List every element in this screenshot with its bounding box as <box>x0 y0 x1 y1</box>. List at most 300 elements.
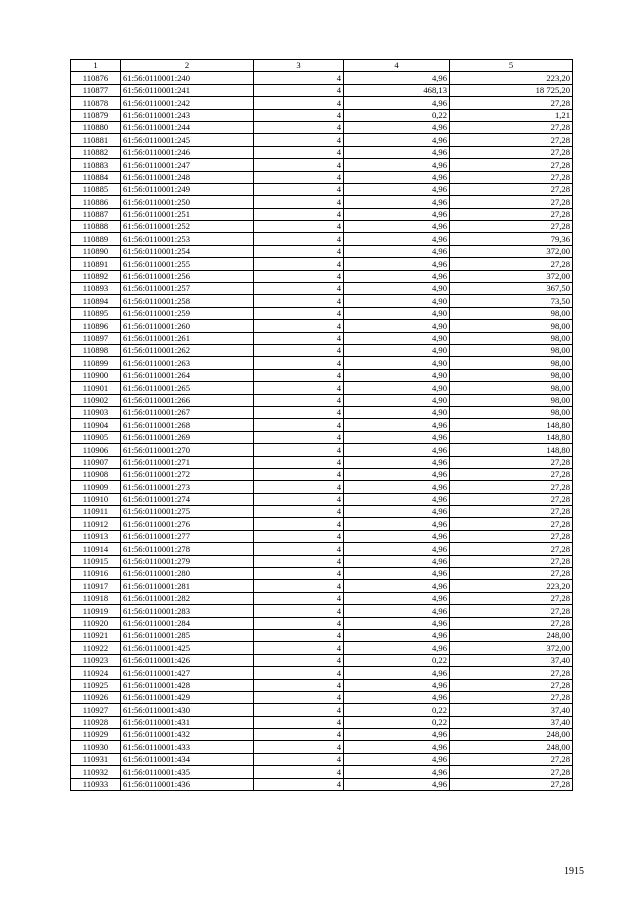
value-cell-5: 27,28 <box>450 555 573 567</box>
table-row <box>71 369 573 381</box>
cadastral-number-cell: 61:56:0110001:282 <box>121 592 254 604</box>
value-cell-4: 4,96 <box>344 270 450 282</box>
row-number-cell: 110886 <box>71 196 121 208</box>
row-number-cell: 110932 <box>71 766 121 778</box>
value-cell-5: 248,00 <box>450 741 573 753</box>
cadastral-number-cell: 61:56:0110001:264 <box>121 369 254 381</box>
cadastral-number-cell: 61:56:0110001:255 <box>121 258 254 270</box>
value-cell-5: 27,28 <box>450 456 573 468</box>
value-cell-4: 4,90 <box>344 332 450 344</box>
value-cell-5: 27,28 <box>450 481 573 493</box>
row-number-cell: 110893 <box>71 283 121 295</box>
value-cell-3: 4 <box>254 530 344 542</box>
value-cell-5: 27,28 <box>450 543 573 555</box>
value-cell-5: 27,28 <box>450 134 573 146</box>
row-number-cell: 110892 <box>71 270 121 282</box>
table-row <box>71 667 573 679</box>
page-number: 1915 <box>564 866 584 877</box>
table-row <box>71 183 573 195</box>
value-cell-4: 468,13 <box>344 84 450 96</box>
value-cell-4: 4,96 <box>344 481 450 493</box>
value-cell-3: 4 <box>254 307 344 319</box>
column-header-5: 5 <box>450 60 573 72</box>
value-cell-4: 4,96 <box>344 196 450 208</box>
value-cell-5: 37,40 <box>450 654 573 666</box>
value-cell-5: 27,28 <box>450 667 573 679</box>
value-cell-3: 4 <box>254 444 344 456</box>
value-cell-4: 4,90 <box>344 357 450 369</box>
table-row <box>71 357 573 369</box>
value-cell-5: 98,00 <box>450 369 573 381</box>
value-cell-5: 27,28 <box>450 183 573 195</box>
row-number-cell: 110927 <box>71 704 121 716</box>
value-cell-5: 98,00 <box>450 332 573 344</box>
row-number-cell: 110923 <box>71 654 121 666</box>
table-header-row <box>71 60 573 72</box>
value-cell-3: 4 <box>254 654 344 666</box>
value-cell-5: 27,28 <box>450 493 573 505</box>
value-cell-4: 0,22 <box>344 654 450 666</box>
value-cell-3: 4 <box>254 394 344 406</box>
table-row <box>71 97 573 109</box>
cadastral-number-cell: 61:56:0110001:246 <box>121 146 254 158</box>
value-cell-4: 4,96 <box>344 146 450 158</box>
value-cell-4: 4,90 <box>344 369 450 381</box>
cadastral-number-cell: 61:56:0110001:250 <box>121 196 254 208</box>
value-cell-5: 27,28 <box>450 679 573 691</box>
table-row <box>71 146 573 158</box>
value-cell-5: 27,28 <box>450 258 573 270</box>
value-cell-5: 372,00 <box>450 270 573 282</box>
row-number-cell: 110889 <box>71 233 121 245</box>
row-number-cell: 110909 <box>71 481 121 493</box>
cadastral-number-cell: 61:56:0110001:268 <box>121 419 254 431</box>
value-cell-4: 4,90 <box>344 295 450 307</box>
table-row <box>71 121 573 133</box>
value-cell-5: 27,28 <box>450 97 573 109</box>
cadastral-number-cell: 61:56:0110001:434 <box>121 753 254 765</box>
table-row <box>71 196 573 208</box>
cadastral-number-cell: 61:56:0110001:248 <box>121 171 254 183</box>
value-cell-4: 4,96 <box>344 72 450 84</box>
table-row <box>71 642 573 654</box>
value-cell-4: 4,96 <box>344 233 450 245</box>
value-cell-5: 148,80 <box>450 419 573 431</box>
value-cell-4: 4,96 <box>344 506 450 518</box>
value-cell-5: 27,28 <box>450 691 573 703</box>
cadastral-number-cell: 61:56:0110001:263 <box>121 357 254 369</box>
value-cell-3: 4 <box>254 245 344 257</box>
cadastral-number-cell: 61:56:0110001:425 <box>121 642 254 654</box>
value-cell-3: 4 <box>254 679 344 691</box>
row-number-cell: 110881 <box>71 134 121 146</box>
value-cell-4: 4,96 <box>344 221 450 233</box>
value-cell-5: 27,28 <box>450 208 573 220</box>
cadastral-number-cell: 61:56:0110001:272 <box>121 468 254 480</box>
value-cell-5: 37,40 <box>450 704 573 716</box>
table-row <box>71 629 573 641</box>
cadastral-number-cell: 61:56:0110001:249 <box>121 183 254 195</box>
row-number-cell: 110922 <box>71 642 121 654</box>
value-cell-4: 4,96 <box>344 778 450 790</box>
value-cell-3: 4 <box>254 580 344 592</box>
row-number-cell: 110920 <box>71 617 121 629</box>
table-row <box>71 617 573 629</box>
value-cell-4: 4,96 <box>344 753 450 765</box>
value-cell-5: 98,00 <box>450 357 573 369</box>
value-cell-3: 4 <box>254 543 344 555</box>
cadastral-number-cell: 61:56:0110001:252 <box>121 221 254 233</box>
cadastral-number-cell: 61:56:0110001:273 <box>121 481 254 493</box>
value-cell-4: 4,96 <box>344 456 450 468</box>
value-cell-4: 4,96 <box>344 468 450 480</box>
cadastral-number-cell: 61:56:0110001:431 <box>121 716 254 728</box>
table-row <box>71 171 573 183</box>
table-row <box>71 468 573 480</box>
value-cell-4: 4,96 <box>344 605 450 617</box>
row-number-cell: 110880 <box>71 121 121 133</box>
value-cell-5: 223,20 <box>450 580 573 592</box>
column-header-1: 1 <box>71 60 121 72</box>
table-row <box>71 134 573 146</box>
cadastral-number-cell: 61:56:0110001:436 <box>121 778 254 790</box>
row-number-cell: 110924 <box>71 667 121 679</box>
cadastral-number-cell: 61:56:0110001:274 <box>121 493 254 505</box>
value-cell-3: 4 <box>254 84 344 96</box>
table-row <box>71 481 573 493</box>
value-cell-4: 4,96 <box>344 679 450 691</box>
value-cell-3: 4 <box>254 357 344 369</box>
value-cell-3: 4 <box>254 506 344 518</box>
table-row <box>71 568 573 580</box>
value-cell-5: 27,28 <box>450 766 573 778</box>
table-row <box>71 691 573 703</box>
cadastral-number-cell: 61:56:0110001:240 <box>121 72 254 84</box>
row-number-cell: 110884 <box>71 171 121 183</box>
value-cell-5: 27,28 <box>450 605 573 617</box>
row-number-cell: 110876 <box>71 72 121 84</box>
cadastral-number-cell: 61:56:0110001:284 <box>121 617 254 629</box>
value-cell-4: 4,96 <box>344 245 450 257</box>
value-cell-3: 4 <box>254 258 344 270</box>
cadastral-number-cell: 61:56:0110001:258 <box>121 295 254 307</box>
value-cell-5: 98,00 <box>450 344 573 356</box>
row-number-cell: 110911 <box>71 506 121 518</box>
value-cell-5: 27,28 <box>450 617 573 629</box>
value-cell-3: 4 <box>254 283 344 295</box>
table-row <box>71 580 573 592</box>
value-cell-5: 37,40 <box>450 716 573 728</box>
value-cell-3: 4 <box>254 295 344 307</box>
value-cell-3: 4 <box>254 382 344 394</box>
value-cell-5: 27,28 <box>450 506 573 518</box>
value-cell-5: 27,28 <box>450 518 573 530</box>
cadastral-number-cell: 61:56:0110001:267 <box>121 406 254 418</box>
row-number-cell: 110919 <box>71 605 121 617</box>
cadastral-number-cell: 61:56:0110001:428 <box>121 679 254 691</box>
row-number-cell: 110917 <box>71 580 121 592</box>
value-cell-5: 98,00 <box>450 382 573 394</box>
value-cell-3: 4 <box>254 431 344 443</box>
row-number-cell: 110902 <box>71 394 121 406</box>
cadastral-number-cell: 61:56:0110001:259 <box>121 307 254 319</box>
table-row <box>71 530 573 542</box>
value-cell-4: 4,96 <box>344 729 450 741</box>
cadastral-number-cell: 61:56:0110001:256 <box>121 270 254 282</box>
row-number-cell: 110896 <box>71 320 121 332</box>
table-row <box>71 233 573 245</box>
row-number-cell: 110891 <box>71 258 121 270</box>
row-number-cell: 110905 <box>71 431 121 443</box>
table-row <box>71 555 573 567</box>
value-cell-5: 79,36 <box>450 233 573 245</box>
value-cell-3: 4 <box>254 629 344 641</box>
cadastral-number-cell: 61:56:0110001:245 <box>121 134 254 146</box>
row-number-cell: 110904 <box>71 419 121 431</box>
cadastral-number-cell: 61:56:0110001:269 <box>121 431 254 443</box>
cadastral-number-cell: 61:56:0110001:241 <box>121 84 254 96</box>
row-number-cell: 110897 <box>71 332 121 344</box>
value-cell-5: 148,80 <box>450 444 573 456</box>
value-cell-4: 4,96 <box>344 530 450 542</box>
value-cell-4: 4,96 <box>344 171 450 183</box>
value-cell-3: 4 <box>254 97 344 109</box>
table-row <box>71 592 573 604</box>
value-cell-5: 223,20 <box>450 72 573 84</box>
table-row <box>71 766 573 778</box>
value-cell-4: 4,96 <box>344 766 450 778</box>
data-table <box>70 59 573 791</box>
value-cell-4: 4,96 <box>344 667 450 679</box>
value-cell-3: 4 <box>254 518 344 530</box>
value-cell-4: 4,96 <box>344 208 450 220</box>
table-row <box>71 679 573 691</box>
value-cell-5: 27,28 <box>450 146 573 158</box>
table-row <box>71 245 573 257</box>
value-cell-3: 4 <box>254 555 344 567</box>
table-row <box>71 332 573 344</box>
cadastral-number-cell: 61:56:0110001:283 <box>121 605 254 617</box>
row-number-cell: 110898 <box>71 344 121 356</box>
cadastral-number-cell: 61:56:0110001:432 <box>121 729 254 741</box>
value-cell-5: 367,50 <box>450 283 573 295</box>
value-cell-3: 4 <box>254 778 344 790</box>
value-cell-3: 4 <box>254 233 344 245</box>
table-row <box>71 84 573 96</box>
row-number-cell: 110908 <box>71 468 121 480</box>
value-cell-3: 4 <box>254 134 344 146</box>
cadastral-number-cell: 61:56:0110001:427 <box>121 667 254 679</box>
value-cell-4: 4,96 <box>344 617 450 629</box>
value-cell-3: 4 <box>254 208 344 220</box>
table-row <box>71 431 573 443</box>
row-number-cell: 110907 <box>71 456 121 468</box>
cadastral-number-cell: 61:56:0110001:243 <box>121 109 254 121</box>
row-number-cell: 110929 <box>71 729 121 741</box>
row-number-cell: 110921 <box>71 629 121 641</box>
cadastral-number-cell: 61:56:0110001:285 <box>121 629 254 641</box>
value-cell-3: 4 <box>254 196 344 208</box>
row-number-cell: 110918 <box>71 592 121 604</box>
value-cell-4: 4,96 <box>344 444 450 456</box>
value-cell-4: 4,96 <box>344 134 450 146</box>
cadastral-number-cell: 61:56:0110001:257 <box>121 283 254 295</box>
value-cell-3: 4 <box>254 270 344 282</box>
cadastral-number-cell: 61:56:0110001:279 <box>121 555 254 567</box>
value-cell-4: 4,90 <box>344 307 450 319</box>
value-cell-5: 27,28 <box>450 159 573 171</box>
value-cell-4: 4,96 <box>344 258 450 270</box>
cadastral-number-cell: 61:56:0110001:260 <box>121 320 254 332</box>
row-number-cell: 110928 <box>71 716 121 728</box>
value-cell-3: 4 <box>254 468 344 480</box>
value-cell-3: 4 <box>254 332 344 344</box>
row-number-cell: 110883 <box>71 159 121 171</box>
table-row <box>71 654 573 666</box>
value-cell-4: 4,90 <box>344 344 450 356</box>
value-cell-3: 4 <box>254 159 344 171</box>
row-number-cell: 110930 <box>71 741 121 753</box>
row-number-cell: 110894 <box>71 295 121 307</box>
table-row <box>71 493 573 505</box>
value-cell-5: 27,28 <box>450 468 573 480</box>
value-cell-5: 27,28 <box>450 221 573 233</box>
value-cell-3: 4 <box>254 109 344 121</box>
value-cell-3: 4 <box>254 729 344 741</box>
row-number-cell: 110915 <box>71 555 121 567</box>
value-cell-5: 372,00 <box>450 642 573 654</box>
table-row <box>71 258 573 270</box>
table-row <box>71 295 573 307</box>
cadastral-number-cell: 61:56:0110001:280 <box>121 568 254 580</box>
table-row <box>71 344 573 356</box>
value-cell-4: 4,96 <box>344 642 450 654</box>
value-cell-4: 4,96 <box>344 691 450 703</box>
table-row <box>71 716 573 728</box>
cadastral-number-cell: 61:56:0110001:254 <box>121 245 254 257</box>
value-cell-4: 4,90 <box>344 406 450 418</box>
cadastral-number-cell: 61:56:0110001:271 <box>121 456 254 468</box>
table-row <box>71 320 573 332</box>
row-number-cell: 110901 <box>71 382 121 394</box>
value-cell-3: 4 <box>254 481 344 493</box>
value-cell-4: 0,22 <box>344 704 450 716</box>
value-cell-3: 4 <box>254 592 344 604</box>
value-cell-5: 27,28 <box>450 778 573 790</box>
value-cell-4: 4,96 <box>344 419 450 431</box>
row-number-cell: 110916 <box>71 568 121 580</box>
table-row <box>71 518 573 530</box>
table-row <box>71 506 573 518</box>
row-number-cell: 110879 <box>71 109 121 121</box>
cadastral-number-cell: 61:56:0110001:433 <box>121 741 254 753</box>
value-cell-4: 4,96 <box>344 629 450 641</box>
table-row <box>71 307 573 319</box>
value-cell-4: 4,96 <box>344 97 450 109</box>
table-row <box>71 109 573 121</box>
value-cell-4: 4,90 <box>344 394 450 406</box>
row-number-cell: 110903 <box>71 406 121 418</box>
value-cell-4: 4,96 <box>344 431 450 443</box>
value-cell-4: 4,96 <box>344 518 450 530</box>
value-cell-3: 4 <box>254 493 344 505</box>
value-cell-3: 4 <box>254 605 344 617</box>
cadastral-number-cell: 61:56:0110001:242 <box>121 97 254 109</box>
value-cell-3: 4 <box>254 716 344 728</box>
cadastral-number-cell: 61:56:0110001:281 <box>121 580 254 592</box>
value-cell-3: 4 <box>254 617 344 629</box>
cadastral-number-cell: 61:56:0110001:261 <box>121 332 254 344</box>
value-cell-3: 4 <box>254 183 344 195</box>
value-cell-3: 4 <box>254 121 344 133</box>
cadastral-number-cell: 61:56:0110001:278 <box>121 543 254 555</box>
value-cell-4: 4,96 <box>344 568 450 580</box>
value-cell-5: 27,28 <box>450 568 573 580</box>
cadastral-number-cell: 61:56:0110001:251 <box>121 208 254 220</box>
table-row <box>71 72 573 84</box>
cadastral-number-cell: 61:56:0110001:429 <box>121 691 254 703</box>
row-number-cell: 110885 <box>71 183 121 195</box>
table-row <box>71 778 573 790</box>
value-cell-4: 4,90 <box>344 283 450 295</box>
row-number-cell: 110925 <box>71 679 121 691</box>
row-number-cell: 110878 <box>71 97 121 109</box>
value-cell-5: 73,50 <box>450 295 573 307</box>
value-cell-3: 4 <box>254 369 344 381</box>
value-cell-5: 27,28 <box>450 196 573 208</box>
row-number-cell: 110900 <box>71 369 121 381</box>
value-cell-4: 4,90 <box>344 320 450 332</box>
table-row <box>71 221 573 233</box>
row-number-cell: 110926 <box>71 691 121 703</box>
table-row <box>71 208 573 220</box>
table-row <box>71 729 573 741</box>
table-row <box>71 283 573 295</box>
row-number-cell: 110912 <box>71 518 121 530</box>
value-cell-4: 4,96 <box>344 543 450 555</box>
cadastral-number-cell: 61:56:0110001:276 <box>121 518 254 530</box>
value-cell-5: 27,28 <box>450 592 573 604</box>
row-number-cell: 110887 <box>71 208 121 220</box>
cadastral-number-cell: 61:56:0110001:265 <box>121 382 254 394</box>
value-cell-3: 4 <box>254 146 344 158</box>
value-cell-4: 4,96 <box>344 121 450 133</box>
cadastral-number-cell: 61:56:0110001:266 <box>121 394 254 406</box>
row-number-cell: 110882 <box>71 146 121 158</box>
row-number-cell: 110931 <box>71 753 121 765</box>
value-cell-3: 4 <box>254 406 344 418</box>
cadastral-number-cell: 61:56:0110001:277 <box>121 530 254 542</box>
row-number-cell: 110888 <box>71 221 121 233</box>
table-row <box>71 382 573 394</box>
table-row <box>71 270 573 282</box>
table-row <box>71 406 573 418</box>
value-cell-3: 4 <box>254 667 344 679</box>
row-number-cell: 110877 <box>71 84 121 96</box>
value-cell-4: 4,96 <box>344 493 450 505</box>
value-cell-4: 4,90 <box>344 382 450 394</box>
value-cell-4: 0,22 <box>344 109 450 121</box>
column-header-2: 2 <box>121 60 254 72</box>
value-cell-4: 4,96 <box>344 159 450 171</box>
row-number-cell: 110890 <box>71 245 121 257</box>
value-cell-4: 4,96 <box>344 741 450 753</box>
row-number-cell: 110906 <box>71 444 121 456</box>
column-header-4: 4 <box>344 60 450 72</box>
value-cell-5: 18 725,20 <box>450 84 573 96</box>
cadastral-number-cell: 61:56:0110001:426 <box>121 654 254 666</box>
value-cell-3: 4 <box>254 456 344 468</box>
